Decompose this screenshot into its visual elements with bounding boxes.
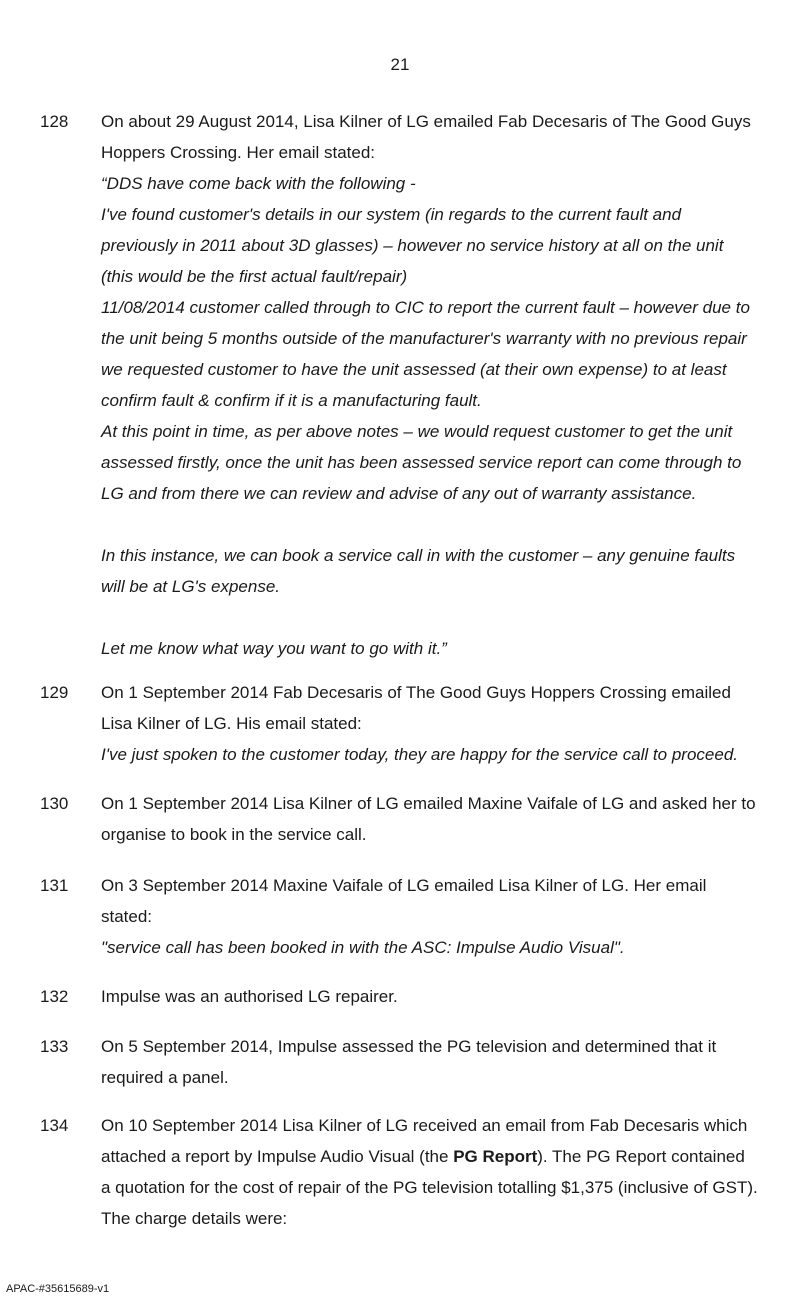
quoted-line: 11/08/2014 customer called through to CIC to report the current fault – however due to: [101, 298, 750, 317]
quoted-line: I've just spoken to the customer today, they are happy for the service call to proceed.: [101, 745, 738, 764]
text-line: stated:: [101, 907, 153, 926]
text-line: On 1 September 2014 Fab Decesaris of The Good Guys Hoppers Crossing emailed: [101, 683, 731, 702]
text-line: On 10 September 2014 Lisa Kilner of LG received an email from Fab Decesaris which: [101, 1116, 748, 1135]
text-line: Impulse was an authorised LG repairer.: [101, 987, 398, 1006]
document-id-footer: APAC-#35615689-v1: [6, 1283, 110, 1295]
paragraph-body: [101, 981, 786, 1012]
quoted-line: (this would be the first actual fault/repair): [101, 267, 408, 286]
text-line: On 1 September 2014 Lisa Kilner of LG emailed Maxine Vaifale of LG and asked her to: [101, 794, 756, 813]
quoted-line: At this point in time, as per above notes – we would request customer to get the unit: [101, 422, 733, 441]
text-line: required a panel.: [101, 1068, 229, 1087]
text-line: The charge details were:: [101, 1209, 288, 1228]
text-line: a quotation for the cost of repair of the PG television totalling $1,375 (inclusive of GST).: [101, 1178, 758, 1197]
quoted-line: will be at LG's expense.: [101, 577, 281, 596]
quoted-line: “DDS have come back with the following -: [101, 174, 416, 193]
quoted-line: I've found customer's details in our system (in regards to the current fault and: [101, 205, 682, 224]
text-line: Lisa Kilner of LG. His email stated:: [101, 714, 362, 733]
text-line: On 5 September 2014, Impulse assessed the PG television and determined that it: [101, 1037, 717, 1056]
text-line: On about 29 August 2014, Lisa Kilner of LG emailed Fab Decesaris of The Good Guys: [101, 112, 751, 131]
paragraph-body: [101, 1110, 786, 1234]
quoted-line: assessed firstly, once the unit has been assessed service report can come through to: [101, 453, 742, 472]
paragraph-number: 134: [40, 1116, 69, 1135]
paragraph-number: 130: [40, 794, 69, 813]
quoted-line: Let me know what way you want to go with it.”: [101, 639, 447, 658]
quoted-line: previously in 2011 about 3D glasses) – however no service history at all on the unit: [101, 236, 724, 255]
paragraph-number: 133: [40, 1037, 69, 1056]
quoted-line: the unit being 5 months outside of the manufacturer's warranty with no previous repair: [101, 329, 747, 348]
paragraph-body: [101, 1031, 786, 1093]
paragraph-number: 132: [40, 987, 69, 1006]
quoted-line: LG and from there we can review and advise of any out of warranty assistance.: [101, 484, 697, 503]
paragraph-body: [101, 870, 786, 963]
page-number: 21: [390, 55, 410, 74]
text-line: Hoppers Crossing. Her email stated:: [101, 143, 376, 162]
paragraph-body: [101, 106, 786, 664]
quoted-line: "service call has been booked in with the ASC: Impulse Audio Visual".: [101, 938, 625, 957]
text-run: attached a report by Impulse Audio Visual (the: [101, 1147, 454, 1166]
paragraph-number: 129: [40, 683, 69, 702]
quoted-line: confirm fault & confirm if it is a manufacturing fault.: [101, 391, 482, 410]
text-line: On 3 September 2014 Maxine Vaifale of LG emailed Lisa Kilner of LG. Her email: [101, 876, 707, 895]
paragraph-body: [101, 677, 786, 770]
text-line: organise to book in the service call.: [101, 825, 367, 844]
text-line: [101, 1141, 786, 1172]
defined-term: PG Report: [453, 1147, 538, 1166]
quoted-line: In this instance, we can book a service call in with the customer – any genuine faults: [101, 546, 736, 565]
paragraph-body: [101, 788, 786, 850]
quoted-line: we requested customer to have the unit assessed (at their own expense) to at least: [101, 360, 727, 379]
paragraph-number: 128: [40, 112, 69, 131]
paragraph-number: 131: [40, 876, 69, 895]
text-run: ). The PG Report contained: [537, 1147, 745, 1166]
